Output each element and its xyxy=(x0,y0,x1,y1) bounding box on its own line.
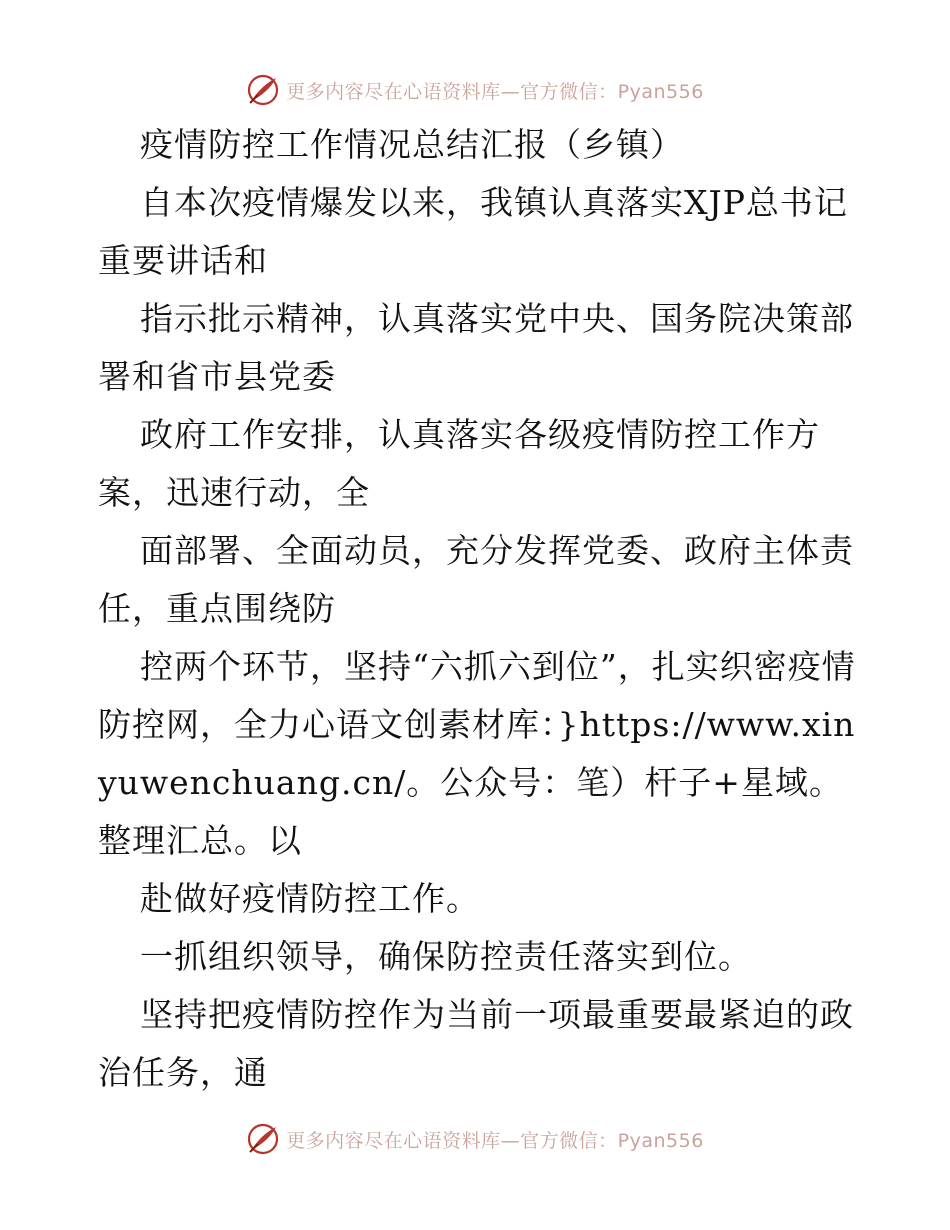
paragraph-1: 自本次疫情爆发以来，我镇认真落实XJP总书记重要讲话和 xyxy=(98,183,848,280)
paragraph-7: 坚持把疫情防控作为当前一项最重要最紧迫的政治任务，通 xyxy=(98,995,854,1092)
paragraph-3: 政府工作安排，认真落实各级疫情防控工作方案，迅速行动，全 xyxy=(98,415,820,512)
quill-pen-circle-icon xyxy=(246,73,280,107)
document-body xyxy=(98,116,858,1102)
paragraph-4: 面部署、全面动员，充分发挥党委、政府主体责任，重点围绕防 xyxy=(98,531,854,628)
paragraph-2: 指示批示精神，认真落实党中央、国务院决策部署和省市县党委 xyxy=(98,299,854,396)
footer-watermark-text: 更多内容尽在心语资料库—官方微信：Pyan556 xyxy=(286,1129,704,1152)
section-heading-1: 一抓组织领导，确保防控责任落实到位。 xyxy=(139,937,752,976)
quill-pen-circle-icon xyxy=(246,1122,280,1156)
document-title: 疫情防控工作情况总结汇报（乡镇） xyxy=(139,125,684,164)
header-banner xyxy=(0,70,950,110)
footer-banner xyxy=(0,1119,950,1159)
paragraph-5: 控两个环节，坚持“六抓六到位”，扎实织密疫情防控网，全力心语文创素材库：}https://www.xinyuwenchuang.cn/。公众号：笔）杆子+星域。整理汇总。以 xyxy=(98,647,856,860)
header-watermark-text: 更多内容尽在心语资料库—官方微信：Pyan556 xyxy=(286,80,704,103)
paragraph-6: 赴做好疫情防控工作。 xyxy=(139,879,480,918)
